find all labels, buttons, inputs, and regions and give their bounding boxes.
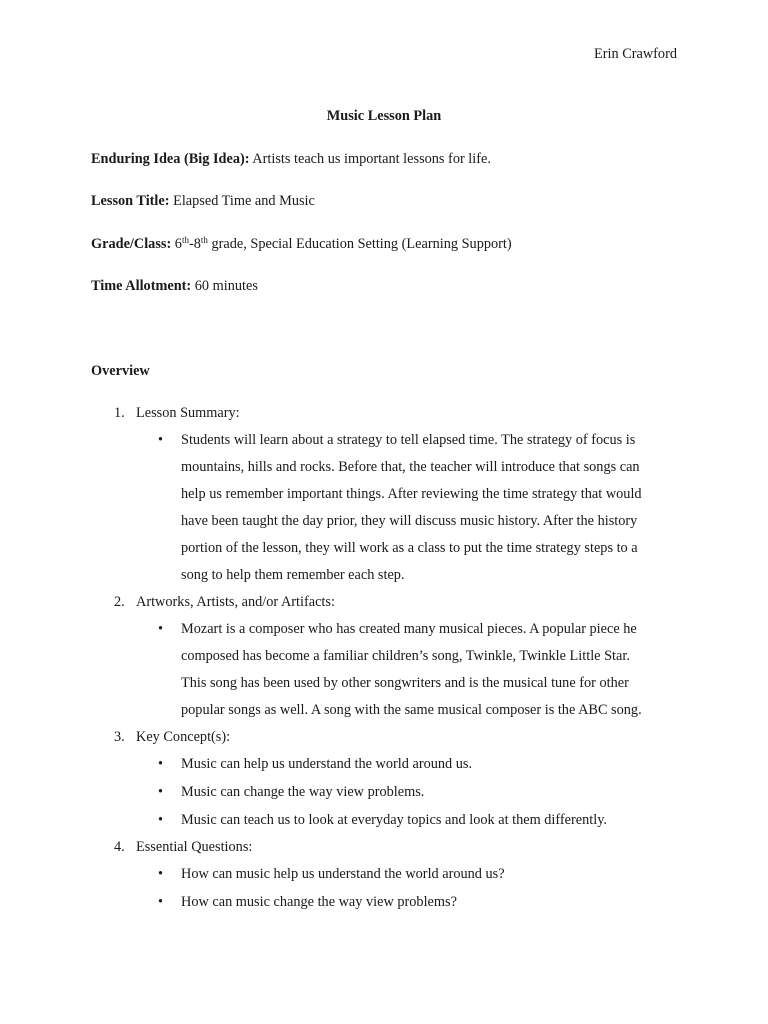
bullet-line: How can music change the way view problems?	[181, 894, 457, 910]
bullet-line: Music can teach us to look at everyday topics and look at them differently.	[181, 812, 608, 828]
grade-class	[91, 236, 512, 253]
bullet-marker: •	[158, 784, 164, 800]
bullet-line: How can music help us understand the world around us?	[181, 866, 505, 882]
grade-dash: -	[188, 236, 194, 252]
lesson-title-label: Lesson Title:	[91, 193, 170, 209]
bullet-line: popular songs as well. A song with the same musical composer is the ABC song.	[181, 702, 642, 718]
time-allotment-value: 60 minutes	[194, 278, 258, 294]
bullet-line: help us remember important things. After reviewing the time strategy that would	[181, 486, 642, 502]
bullet-line: Music can change the way view problems.	[181, 784, 425, 800]
grade-to-suffix: th	[200, 235, 208, 245]
bullet-line: mountains, hills and rocks. Before that, the teacher will introduce that songs can	[181, 459, 640, 475]
time-allotment-label: Time Allotment:	[91, 278, 192, 294]
bullet-line: This song has been used by other songwriters and is the musical tune for other	[181, 675, 629, 691]
bullet-line: Students will learn about a strategy to tell elapsed time. The strategy of focus is	[181, 432, 636, 448]
bullet-marker: •	[158, 866, 164, 882]
lesson-title-value: Elapsed Time and Music	[173, 193, 315, 209]
document-title: Music Lesson Plan	[326, 108, 442, 124]
bullet-marker: •	[158, 812, 164, 828]
section-number: 2.	[114, 594, 125, 610]
section-title: Artworks, Artists, and/or Artifacts:	[136, 594, 335, 610]
enduring-idea-value: Artists teach us important lessons for life.	[252, 151, 491, 167]
bullet-marker: •	[158, 894, 164, 910]
section-title: Key Concept(s):	[136, 729, 231, 745]
time-allotment	[91, 278, 258, 295]
bullet-line: Music can help us understand the world around us.	[181, 756, 473, 772]
grade-class-label: Grade/Class:	[91, 236, 172, 252]
section-number: 1.	[114, 405, 125, 421]
section-number: 3.	[114, 729, 125, 745]
bullet-line: Mozart is a composer who has created many musical pieces. A popular piece he	[181, 621, 637, 637]
bullet-line: song to help them remember each step.	[181, 567, 405, 583]
section-title: Lesson Summary:	[136, 405, 240, 421]
bullet-marker: •	[158, 432, 164, 448]
grade-from-suffix: th	[181, 235, 189, 245]
bullet-marker: •	[158, 756, 164, 772]
enduring-idea-label: Enduring Idea (Big Idea):	[91, 151, 250, 167]
bullet-line: portion of the lesson, they will work as a class to put the time strategy steps to a	[181, 540, 638, 556]
section-number: 4.	[114, 839, 125, 855]
bullet-marker: •	[158, 621, 164, 637]
grade-class-rest: grade, Special Education Setting (Learning Support)	[207, 236, 512, 252]
bullet-line: composed has become a familiar children’s song, Twinkle, Twinkle Little Star.	[181, 648, 630, 664]
section-title: Essential Questions:	[136, 839, 253, 855]
enduring-idea	[91, 151, 491, 168]
overview-heading: Overview	[91, 363, 150, 379]
author-name: Erin Crawford	[594, 46, 677, 62]
bullet-line: have been taught the day prior, they will discuss music history. After the history	[181, 513, 638, 529]
grade-from: 6	[174, 236, 182, 252]
lesson-title	[91, 193, 315, 210]
grade-to: 8	[193, 236, 201, 252]
